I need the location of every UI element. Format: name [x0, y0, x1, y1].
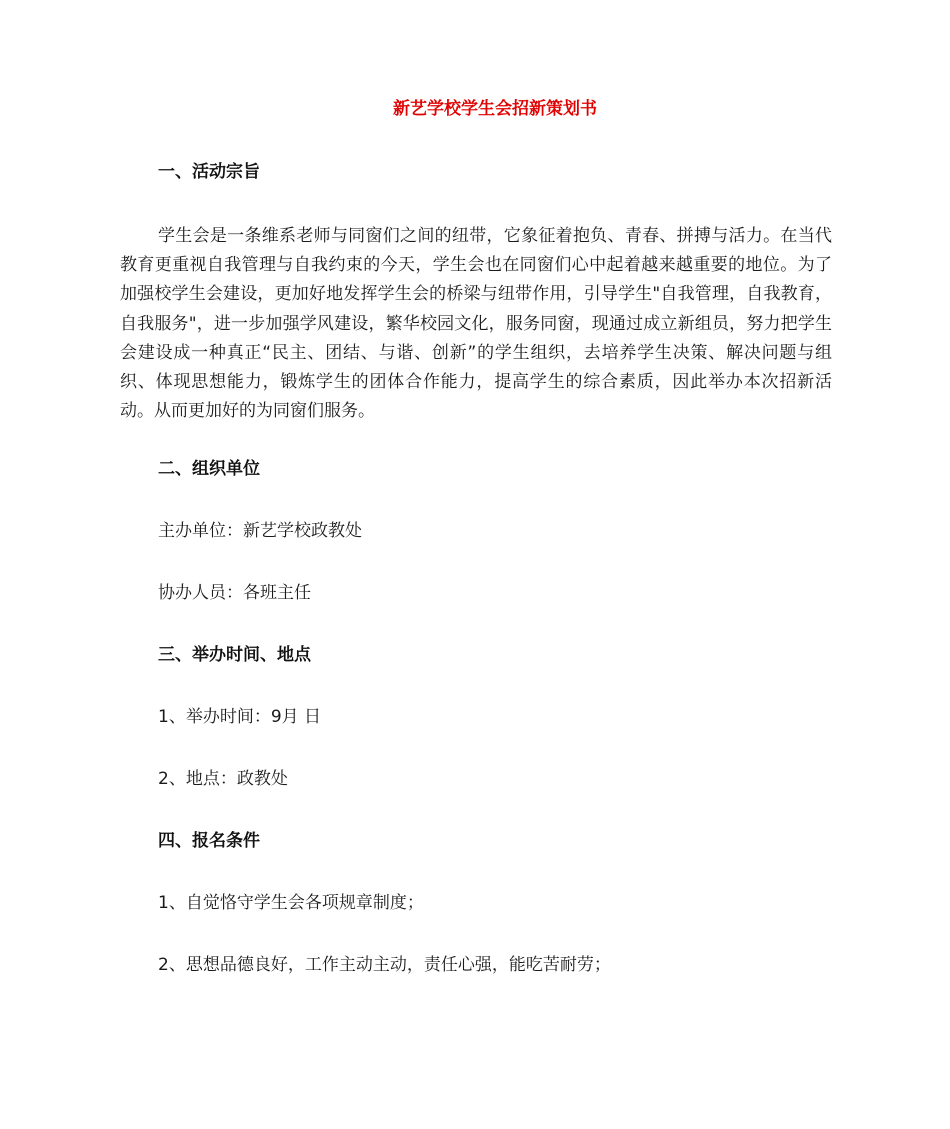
section-heading-organizers: 二、组织单位 [158, 459, 260, 479]
section-heading-time-place: 三、举办时间、地点 [158, 645, 311, 665]
section-heading-requirements: 四、报名条件 [158, 831, 260, 851]
requirement-item: 1、自觉恪守学生会各项规章制度； [158, 893, 424, 913]
event-place: 2、地点：政教处 [158, 769, 288, 789]
document-title: 新艺学校学生会招新策划书 [393, 99, 597, 119]
organizer-assistants: 协办人员：各班主任 [158, 583, 311, 603]
event-time: 1、举办时间：9月 日 [158, 707, 322, 727]
purpose-paragraph: 学生会是一条维系老师与同窗们之间的纽带，它象征着抱负、青春、拼搏与活力。在当代教育更重视自我管理与自我约束的今天，学生会也在同窗们心中起着越来越重要的地位。为了加强校学生会建设，更加好地发挥学生会的桥梁与纽带作用，引导学生"自我管理，自我教育，自我服务"，进一步加强学风建设，繁华校园文化，服务同窗，现通过成立新组员，努力把学生会建设成一种真正“民主、团结、与谐、创新”的学生组织，去培养学生决策、解决问题与组织、体现思想能力，锻炼学生的团体合作能力，提高学生的综合素质，因此举办本次招新活动。从而更加好的为同窗们服务。 [120, 226, 832, 422]
requirement-item: 2、思想品德良好，工作主动主动，责任心强，能吃苦耐劳； [158, 955, 611, 975]
organizer-host: 主办单位：新艺学校政教处 [158, 521, 362, 541]
section-heading-purpose: 一、活动宗旨 [158, 162, 260, 182]
